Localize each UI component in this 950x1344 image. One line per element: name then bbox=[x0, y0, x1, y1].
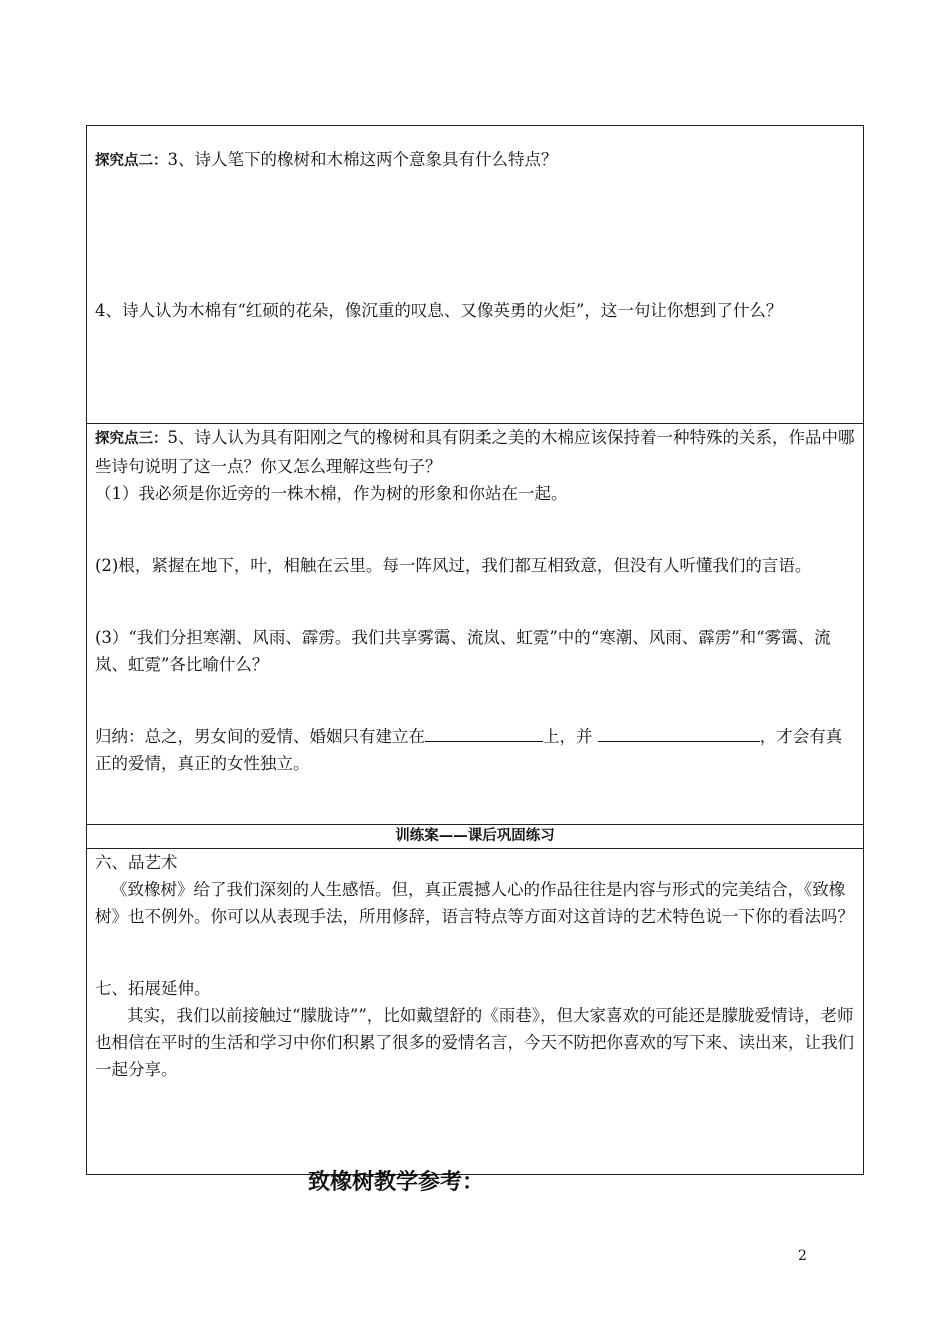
section-three-label: 探究点三： bbox=[95, 431, 168, 447]
section-seven-heading: 七、拓展延伸。 bbox=[95, 979, 211, 998]
training-cell bbox=[87, 849, 863, 1174]
sub-question-3: (3）“我们分担寒潮、风雨、霹雳。我们共享雾霭、流岚、虹霓”中的“寒潮、风雨、霹雳”和“雾霭、流岚、虹霓”各比喻什么？ bbox=[95, 628, 831, 674]
reference-title: 致橡树教学参考： bbox=[308, 1170, 485, 1195]
section-six-text: 《致橡树》给了我们深刻的人生感悟。但，真正震撼人心的作品往往是内容与形式的完美结合，《致橡树》也不例外。你可以从表现手法，所用修辞，语言特点等方面对这首诗的艺术特色说一下你的看法吗？ bbox=[95, 880, 854, 926]
page-number: 2 bbox=[798, 1248, 807, 1264]
question-3 bbox=[95, 146, 855, 175]
fill-blank-2[interactable] bbox=[598, 723, 760, 742]
section-three-cell bbox=[87, 424, 863, 825]
section-six-heading: 六、品艺术 bbox=[95, 853, 178, 872]
section-two-cell bbox=[87, 146, 863, 424]
summary bbox=[95, 723, 855, 777]
worksheet-table bbox=[86, 125, 864, 1175]
sub-question-2: (2)根，紧握在地下，叶，相触在云里。每一阵风过，我们都互相致意，但没有人听懂我们的言语。 bbox=[95, 556, 812, 575]
training-title: 训练案——课后巩固练习 bbox=[87, 825, 863, 849]
section-two-label: 探究点二： bbox=[95, 153, 168, 169]
question-5 bbox=[95, 424, 855, 480]
question-4: 4、诗人认为木棉有“红硕的花朵，像沉重的叹息、又像英勇的火炬”，这一句让你想到了什么？ bbox=[95, 301, 783, 320]
summary-part-c: ，才会有真正的爱情，真正的女性独立。 bbox=[95, 727, 843, 773]
summary-part-b: 上，并 bbox=[543, 727, 593, 746]
sub-question-1: （1）我必须是你近旁的一株木棉，作为树的形象和你站在一起。 bbox=[95, 484, 568, 503]
summary-part-a: 归纳：总之，男女间的爱情、婚姻只有建立在 bbox=[95, 727, 425, 746]
fill-blank-1[interactable] bbox=[425, 723, 543, 742]
question-5-text: 5、诗人认为具有阳刚之气的橡树和具有阴柔之美的木棉应该保持着一种特殊的关系，作品中哪些诗句说明了这一点？你又怎么理解这些句子？ bbox=[95, 428, 855, 476]
question-3-text: 3、诗人笔下的橡树和木棉这两个意象具有什么特点？ bbox=[167, 150, 558, 169]
section-seven-text: 其实，我们以前接触过“朦胧诗””，比如戴望舒的《雨巷》，但大家喜欢的可能还是朦胧爱情诗，老师也相信在平时的生活和学习中你们积累了很多的爱情名言，今天不防把你喜欢的写下来、读出来，让我们一起分享。 bbox=[95, 1006, 854, 1079]
